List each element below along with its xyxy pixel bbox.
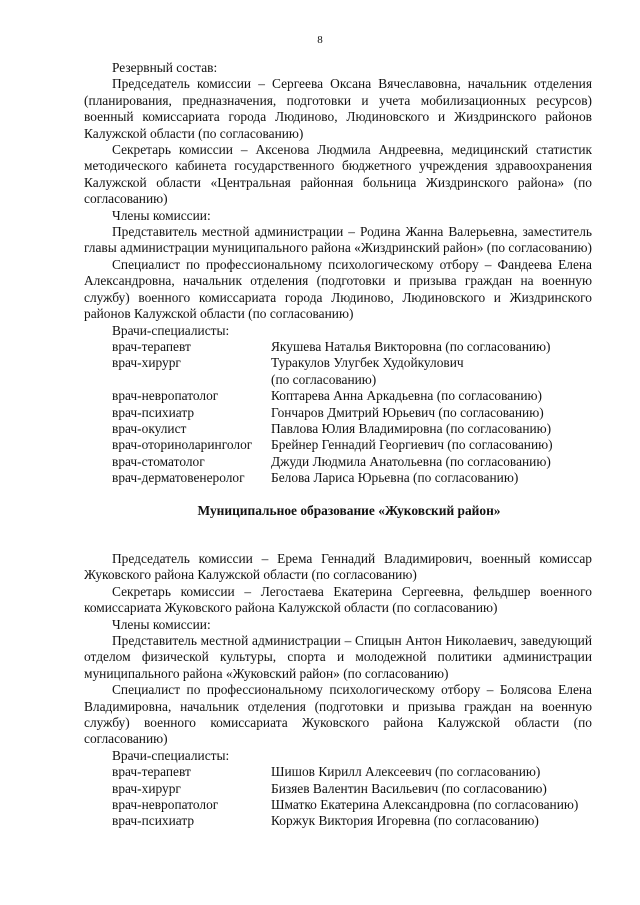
doctor-row bbox=[112, 421, 592, 437]
reserve-psych-specialist: Специалист по профессиональному психологическому отбору – Фандеева Елена Александровна, начальник отделения (подготовки и призыва граждан на военную службу) военного комиссариата города Людиново, Людиновского и Жиздринского районов Калужской области (по согласованию) bbox=[84, 256, 592, 322]
doctor-row bbox=[112, 470, 592, 486]
zh-local-admin: Представитель местной администрации – Спицын Антон Николаевич, заведующий отделом физической культуры, спорта и молодежной политики администрации муниципального района «Жуковский район» (по согласованию) bbox=[84, 633, 592, 681]
doctor-name: Туракулов Улугбек Худойкулович bbox=[271, 355, 464, 371]
doctor-row bbox=[112, 355, 592, 371]
doctor-role: врач-невропатолог bbox=[112, 797, 219, 813]
doctor-row bbox=[112, 339, 592, 355]
doctor-name: Джуди Людмила Анатольевна (по согласованию) bbox=[271, 453, 551, 469]
doctor-name: Гончаров Дмитрий Юрьевич (по согласованию) bbox=[271, 404, 544, 420]
doctor-role: врач-окулист bbox=[112, 420, 187, 436]
zh-secretary: Секретарь комиссии – Легостаева Екатерина Сергеевна, фельдшер военного комиссариата Жуковского района Калужской области (по согласованию) bbox=[84, 583, 592, 616]
doctor-row bbox=[112, 454, 592, 470]
reserve-section bbox=[84, 60, 592, 487]
doctor-name: Шишов Кирилл Алексеевич (по согласованию) bbox=[271, 764, 541, 780]
doctor-role: врач-оториноларинголог bbox=[112, 437, 253, 453]
page-number: 8 bbox=[317, 34, 323, 46]
zh-doctors-label: Врачи-специалисты: bbox=[112, 747, 230, 763]
doctor-role: врач-терапевт bbox=[112, 338, 191, 354]
doctor-row-continuation bbox=[112, 372, 592, 388]
reserve-label: Резервный состав: bbox=[112, 60, 218, 75]
doctor-name: Бизяев Валентин Васильевич (по согласованию) bbox=[271, 780, 547, 796]
doctor-role: врач-хирург bbox=[112, 355, 181, 371]
doctor-row bbox=[112, 405, 592, 421]
doctor-name: Коптарева Анна Аркадьевна (по согласованию) bbox=[271, 388, 542, 404]
doctor-row bbox=[112, 437, 592, 453]
doctor-role: врач-психиатр bbox=[112, 404, 195, 420]
reserve-doctors-label: Врачи-специалисты: bbox=[112, 322, 230, 338]
zhukovsky-section bbox=[84, 551, 592, 830]
spacer bbox=[84, 519, 592, 535]
doctor-row bbox=[112, 764, 592, 780]
doctor-name: Павлова Юлия Владимировна (по согласованию) bbox=[271, 420, 552, 436]
doctor-role: врач-хирург bbox=[112, 780, 181, 796]
doctor-role-empty bbox=[112, 372, 271, 388]
reserve-chairman: Председатель комиссии – Сергеева Оксана Вячеславовна, начальник отделения (планирования, предназначения, подготовки и учета мобилизационных ресурсов) военный комиссариата города Людиново, Людиновского и Жиздринского районов Калужской области (по согласованию) bbox=[84, 76, 592, 141]
doctor-name: Шматко Екатерина Александровна (по согласованию) bbox=[271, 797, 579, 813]
zh-members-label: Члены комиссии: bbox=[112, 616, 211, 632]
reserve-local-admin: Представитель местной администрации – Родина Жанна Валерьевна, заместитель главы администрации муниципального района «Жиздринский район» (по согласованию) bbox=[84, 224, 592, 256]
doctor-role: врач-стоматолог bbox=[112, 453, 205, 469]
reserve-members-label: Члены комиссии: bbox=[112, 207, 211, 223]
reserve-secretary: Секретарь комиссии – Аксенова Людмила Андреевна, медицинский статистик методического кабинета государственного бюджетного учреждения здравоохранения Калужской области «Центральная районная больница Жиздринского района» (по согласованию) bbox=[84, 142, 592, 207]
doctor-name: Якушева Наталья Викторовна (по согласованию) bbox=[271, 338, 551, 354]
zh-chairman: Председатель комиссии – Ерема Геннадий Владимирович, военный комиссар Жуковского района Калужской области (по согласованию) bbox=[84, 550, 592, 583]
doctor-name-continuation: (по согласованию) bbox=[271, 371, 377, 387]
doctor-row bbox=[112, 388, 592, 404]
doctor-name: Брейнер Геннадий Георгиевич (по согласованию) bbox=[271, 437, 553, 453]
doctor-row bbox=[112, 781, 592, 797]
doctor-row bbox=[112, 813, 592, 829]
doctor-row bbox=[112, 797, 592, 813]
document-body bbox=[84, 60, 592, 830]
doctor-name: Белова Лариса Юрьевна (по согласованию) bbox=[271, 470, 519, 486]
doctor-role: врач-психиатр bbox=[112, 813, 195, 829]
section-heading: Муниципальное образование «Жуковский район» bbox=[197, 502, 501, 518]
doctor-role: врач-терапевт bbox=[112, 764, 191, 780]
reserve-doctors-list bbox=[84, 339, 592, 487]
doctor-name: Коржук Виктория Игоревна (по согласованию) bbox=[271, 813, 539, 829]
doctor-role: врач-дерматовенеролог bbox=[112, 470, 245, 486]
spacer bbox=[84, 535, 592, 551]
zh-doctors-list bbox=[84, 764, 592, 830]
spacer bbox=[84, 487, 592, 503]
doctor-role: врач-невропатолог bbox=[112, 388, 219, 404]
zh-psych-specialist: Специалист по профессиональному психологическому отбору – Болясова Елена Владимировна, начальник отделения (подготовки и призыва граждан на военную службу) военного комиссариата Жуковского района Калужской области (по согласованию) bbox=[84, 682, 592, 747]
